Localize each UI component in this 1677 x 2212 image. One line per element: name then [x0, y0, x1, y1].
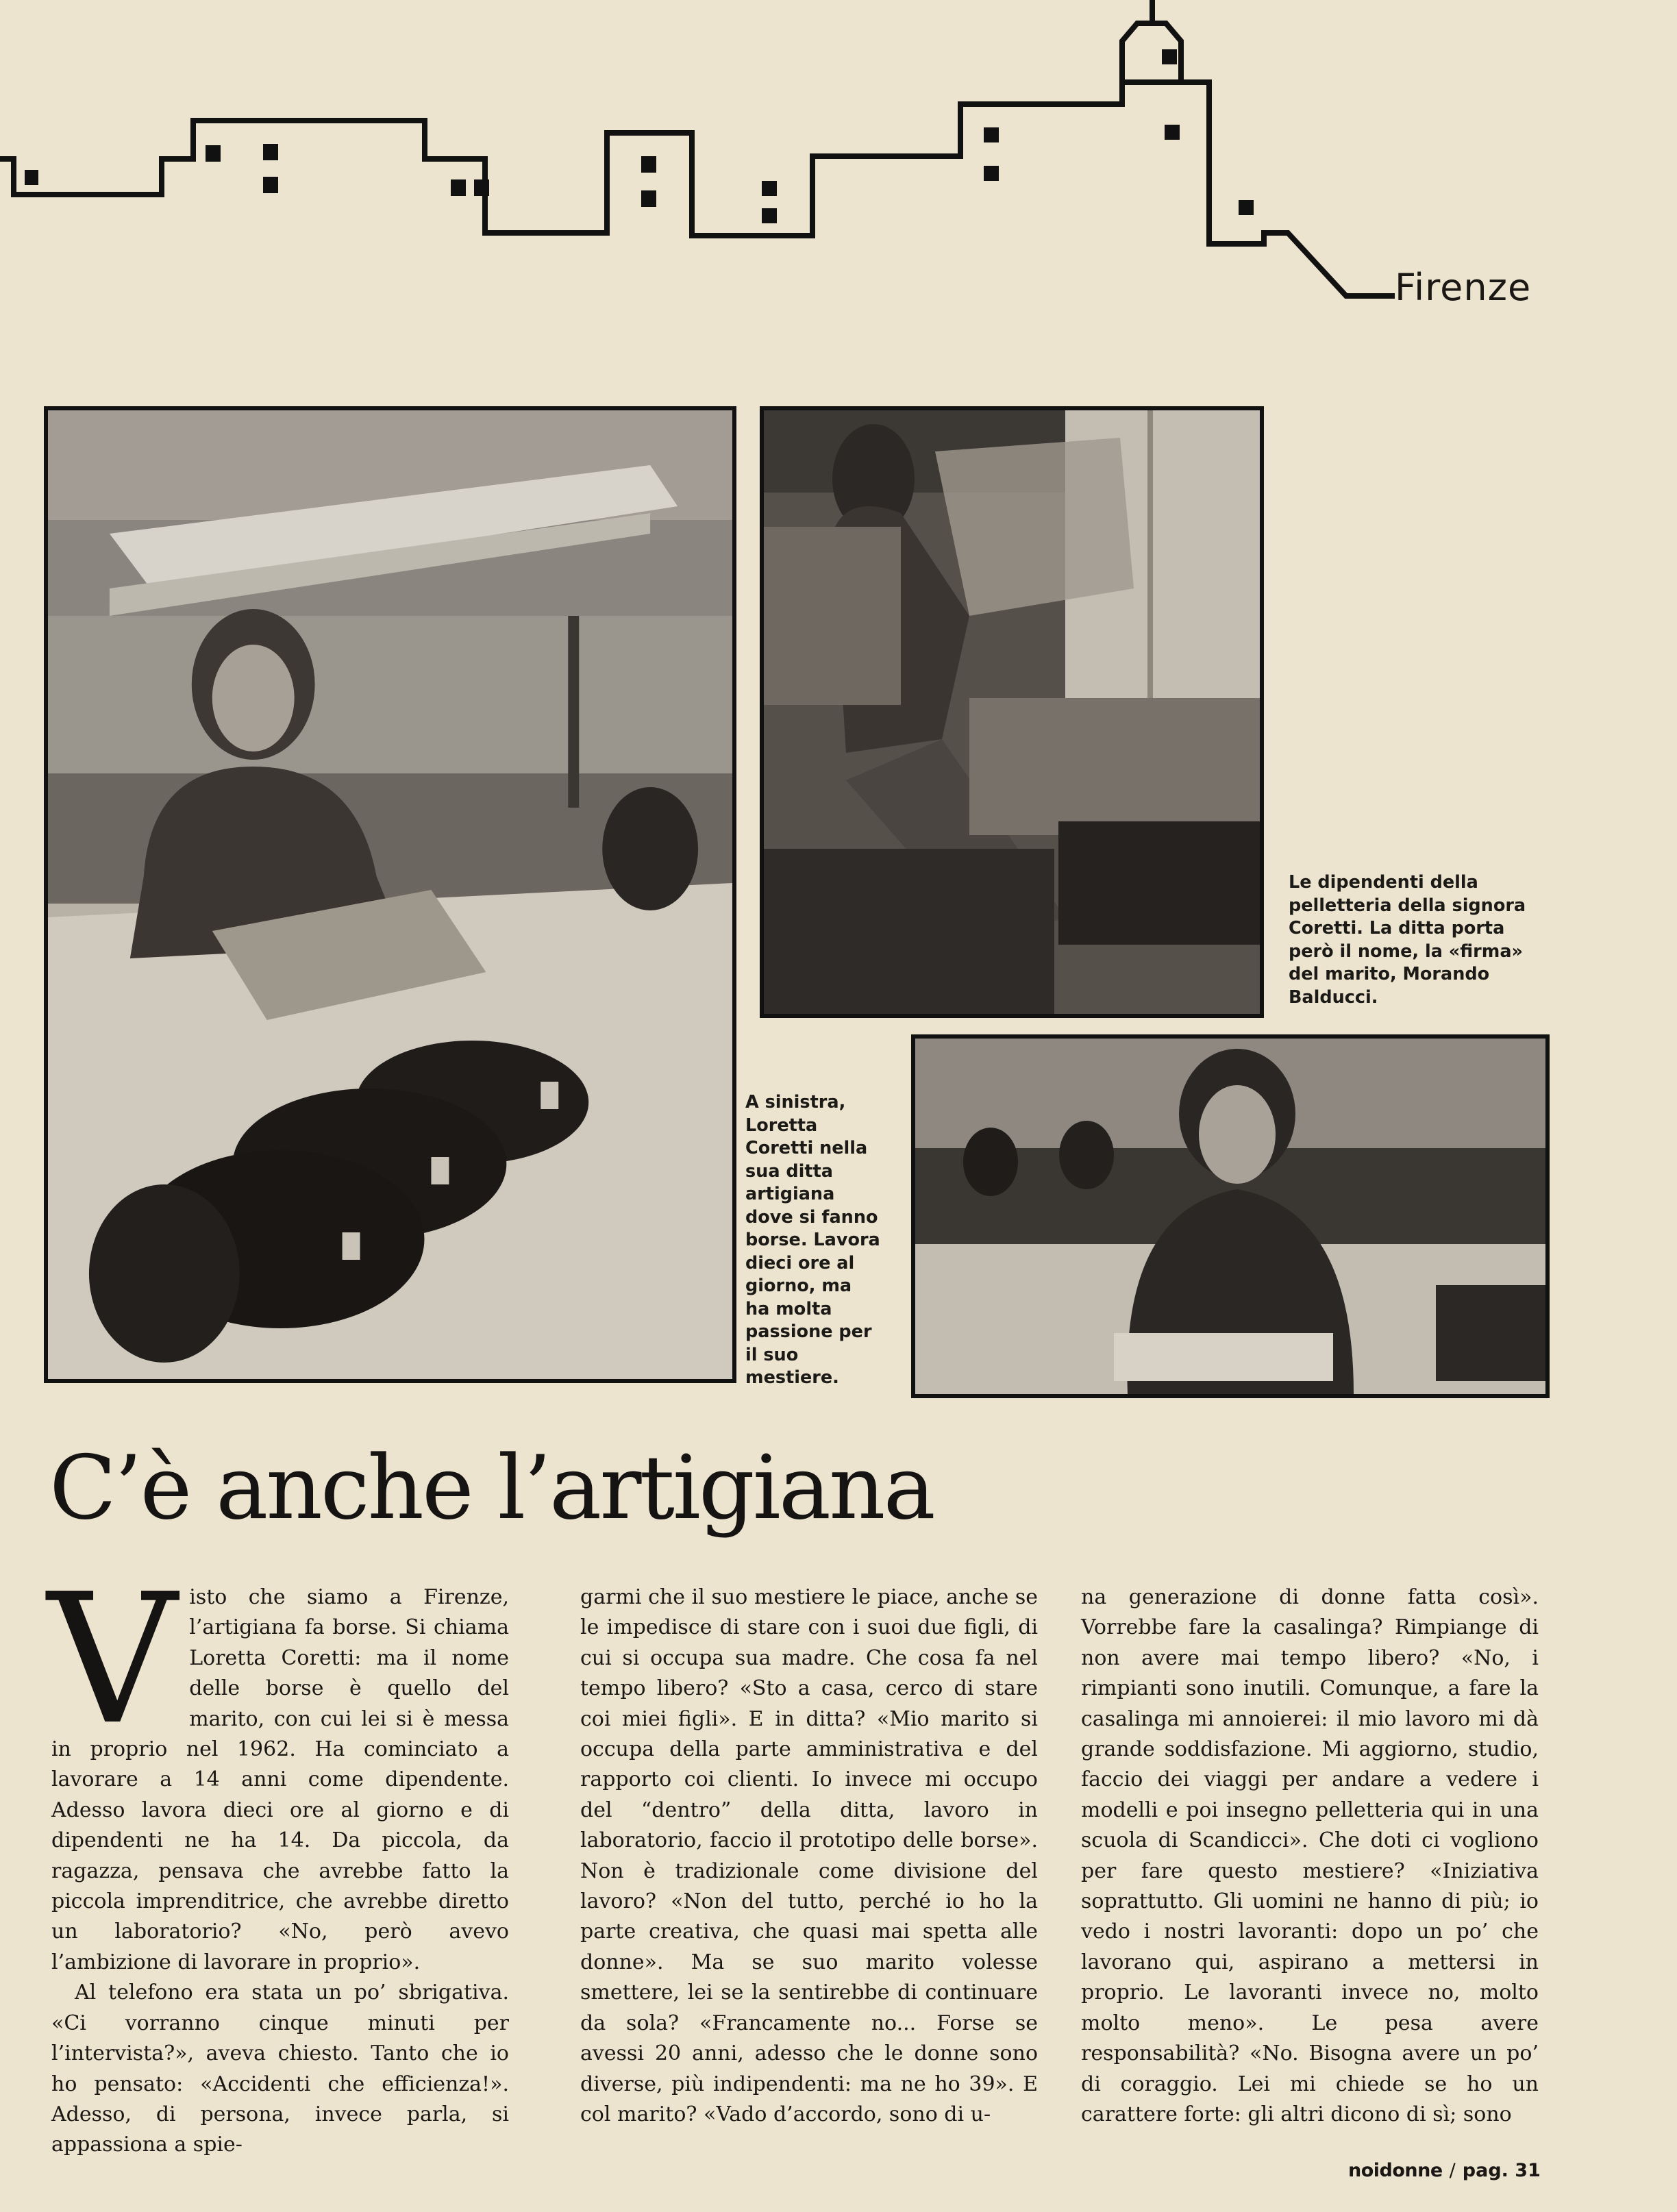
article-body: [47, 1555, 1558, 2157]
skyline-windows: [25, 49, 1254, 223]
caption-left-line: il suo: [745, 1344, 799, 1365]
caption-left-line: dove si fanno: [745, 1206, 878, 1228]
skyline-outline: [0, 82, 1395, 296]
caption-left-line: A sinistra,: [745, 1092, 846, 1113]
caption-right-line: Coretti. La ditta porta: [1289, 918, 1505, 939]
caption-left-line: dieci ore al: [745, 1252, 855, 1273]
caption-left-line: Loretta: [745, 1115, 818, 1136]
caption-right-line: Le dipendenti della: [1289, 872, 1478, 893]
article-paragraph: [47, 1555, 509, 1978]
photo-employee-machine: [760, 406, 1264, 1018]
page-footer: [1348, 2160, 1541, 2181]
photo-employee-bench: [911, 1034, 1550, 1398]
caption-right-line: però il nome, la «firma»: [1289, 941, 1524, 962]
article-paragraph: na generazione di donne fatta così». Vorrebbe fare la casalinga? Rimpiange di non avere mai tempo libero? «No, i rimpianti sono inutili. Comunque, a fare la casalinga mi annoierei: il mio lavoro mi dà grande soddisfazione. Mi aggiorno, studio, faccio dei viaggi per andare a vedere i modelli e poi insegno pelletteria qui in una scuola di Scandicci». Che doti ci vogliono per fare questo mestiere? «Iniziativa soprattutto. Gli uomini ne hanno di più; io vedo i nostri lavoranti: dopo un po’ che lavorano qui, aspirano a mettersi in proprio. Le lavoranti invece no, molto molto meno». Le pesa avere responsabilità? «No. Bisogna avere un po’ di coraggio. Lei mi chiede se ho un carattere forte: gli altri dicono di sì; sono: [1081, 1585, 1539, 2126]
caption-left-line: borse. Lavora: [745, 1230, 880, 1250]
article-column-3: [1081, 1582, 1539, 2130]
paragraph-text: isto che siamo a Firenze, l’artigiana fa borse. Si chiama Loretta Coretti: ma il nome delle borse è quello del marito, con cui lei si è messa in proprio nel 1962. Ha cominciato a lavorare a 14 anni come dipendente. Adesso lavora dieci ore al giorno e di dipendenti ne ha 14. Da piccola, da ragazza, pensava che avrebbe fatto la piccola imprenditrice, che avrebbe diretto un laboratorio? «No, però avevo l’ambizione di lavorare in proprio».: [51, 1585, 509, 1974]
caption-right-line: del marito, Morando: [1289, 964, 1490, 984]
article-paragraph: Al telefono era stata un po’ sbrigativa. «Ci vorranno cinque minuti per l’intervista?», aveva chiesto. Tanto che io ho pensato: «Accidenti che efficienza!». Adesso, di persona, invece parla, si appassiona a spie-: [51, 1980, 509, 2157]
caption-right-line: Balducci.: [1289, 986, 1378, 1008]
article-column-1: [47, 1555, 509, 2161]
caption-right-line: pelletteria della signora: [1289, 895, 1526, 916]
caption-left-line: Coretti nella: [745, 1138, 868, 1158]
article-column-2: [580, 1582, 1038, 2130]
footer-separator: /: [1449, 2160, 1456, 2181]
article-title: C’è anche l’artigiana: [49, 1437, 934, 1539]
caption-left-line: sua ditta: [745, 1160, 833, 1182]
caption-left-line: mestiere.: [745, 1367, 839, 1388]
drop-cap: V: [47, 1555, 177, 1764]
photo-loretta-workshop: [44, 406, 736, 1383]
caption-left-line: giorno, ma: [745, 1276, 852, 1296]
caption-left-line: ha molta: [745, 1298, 832, 1319]
caption-left: [745, 1091, 903, 1390]
caption-right: [1289, 871, 1549, 1009]
caption-left-line: artigiana: [745, 1184, 835, 1204]
section-label: Firenze: [1395, 266, 1532, 309]
magazine-name: noidonne: [1348, 2160, 1443, 2181]
page-number: pag. 31: [1462, 2160, 1541, 2181]
article-paragraph: garmi che il suo mestiere le piace, anche se le impedisce di stare con i suoi due figli, di cui si occupa sua madre. Che cosa fa nel tempo libero? «Sto a casa, cerco di stare coi miei figli». E in ditta? «Mio marito si occupa della parte amministrativa e del rapporto coi clienti. Io invece mi occupo del “dentro” della ditta, lavoro in laboratorio, faccio il prototipo delle borse». Non è tradizionale come divisione del lavoro? «Non del tutto, perché io ho la parte creativa, che quasi mai spetta alle donne». Ma se suo marito volesse smettere, lei se la sentirebbe di continuare da sola? «Francamente no... Forse se avessi 20 anni, adesso che le donne sono diverse, più indipendenti: ma ne ho 39». E col marito? «Vado d’accordo, sono di u-: [580, 1585, 1038, 2126]
caption-left-line: passione per: [745, 1321, 872, 1342]
